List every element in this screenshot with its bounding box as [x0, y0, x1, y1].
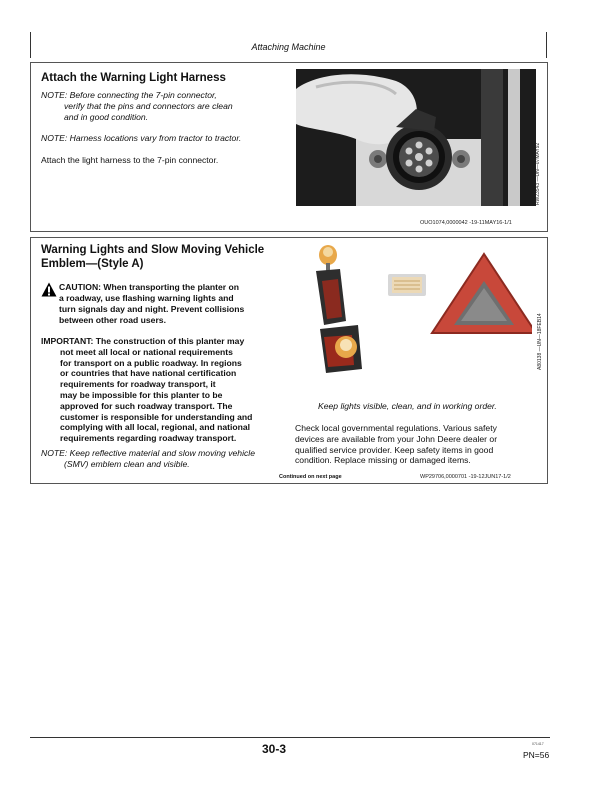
important-line5: requirements for roadway transport, it	[60, 379, 216, 390]
clearance-lamp	[388, 274, 426, 296]
important-line10: requirements regarding roadway transport.	[60, 433, 237, 444]
amber-warning-light-1	[316, 245, 346, 325]
warning-triangle-icon	[41, 282, 57, 302]
important-line7: approved for such roadway transport. The	[60, 400, 233, 411]
amber-warning-light-2	[320, 325, 362, 373]
section1-note-connector	[41, 90, 291, 122]
caution-line4: between other road users.	[59, 314, 166, 325]
caution-line1: CAUTION: When transporting the planter on	[59, 282, 239, 292]
smv-emblem	[432, 254, 532, 333]
caution-text-cont	[59, 293, 294, 325]
section2-body	[295, 423, 545, 466]
important-notice	[41, 336, 291, 444]
connector-photo-illustration	[296, 69, 536, 206]
important-line6: may be impossible for this planter to be	[60, 389, 223, 400]
body-line4: condition. Replace missing or damaged items.	[295, 455, 471, 466]
note1-line2: verify that the pins and connectors are clean	[64, 100, 233, 111]
important-line9: complying with all local, regional, and national	[60, 422, 251, 433]
important-line3: for transport on a public roadway. In regions	[60, 357, 242, 368]
footer-rule	[30, 737, 550, 738]
caution-text	[59, 282, 294, 293]
section1-note-harness: NOTE: Harness locations vary from tractor to tractor.	[41, 133, 242, 143]
note1-line3: and in good condition.	[64, 111, 149, 122]
footer-date-code: 071417	[532, 742, 544, 746]
section1-reference: OUO1074,0000042 -19-11MAY16-1/1	[420, 220, 512, 226]
caution-line2: a roadway, use flashing warning lights and	[59, 293, 234, 303]
note1-line1: NOTE: Before connecting the 7-pin connector,	[41, 90, 217, 100]
seven-pin-connector-photo	[296, 69, 536, 206]
body-line2: devices are available from your John Deere dealer or	[295, 433, 498, 444]
section2-title-line1: Warning Lights and Slow Moving Vehicle	[41, 244, 265, 256]
section1-title: Attach the Warning Light Harness	[41, 72, 226, 84]
section2-title	[41, 243, 301, 271]
continued-note: Continued on next page	[279, 474, 342, 480]
warning-lights-illustration	[300, 241, 532, 393]
section2-title-line2: Emblem—(Style A)	[41, 258, 144, 270]
page-pn: PN=56	[523, 750, 550, 760]
body-line1: Check local governmental regulations. Various safety	[295, 423, 497, 433]
section2-reference: WP29706,0000701 -19-12JUN17-1/2	[420, 474, 511, 480]
body-line3: qualified service provider. Keep safety items in good	[295, 444, 494, 455]
section1-image-id: RW23543 —UN—07MAY92	[535, 142, 541, 205]
note-smv-line1: NOTE: Keep reflective material and slow moving vehicle	[41, 448, 255, 458]
important-line4: or countries that have national certification	[60, 368, 237, 379]
page-number: 30-3	[262, 742, 287, 756]
lights-caption: Keep lights visible, clean, and in working order.	[318, 401, 497, 411]
section2-image-id: A80138 —UN—18FEB14	[537, 313, 543, 370]
section2-note-smv	[41, 448, 291, 470]
note-smv-line2: (SMV) emblem clean and visible.	[64, 458, 190, 469]
page-header-title: Attaching Machine	[251, 42, 326, 52]
caution-line3: turn signals day and night. Prevent collisions	[59, 303, 245, 314]
section1-instruction: Attach the light harness to the 7-pin connector.	[41, 155, 219, 165]
important-line8: customer is responsible for understanding and	[60, 411, 253, 422]
important-line2: not meet all local or national requirements	[60, 346, 233, 357]
important-line1: IMPORTANT: The construction of this planter may	[41, 336, 245, 346]
